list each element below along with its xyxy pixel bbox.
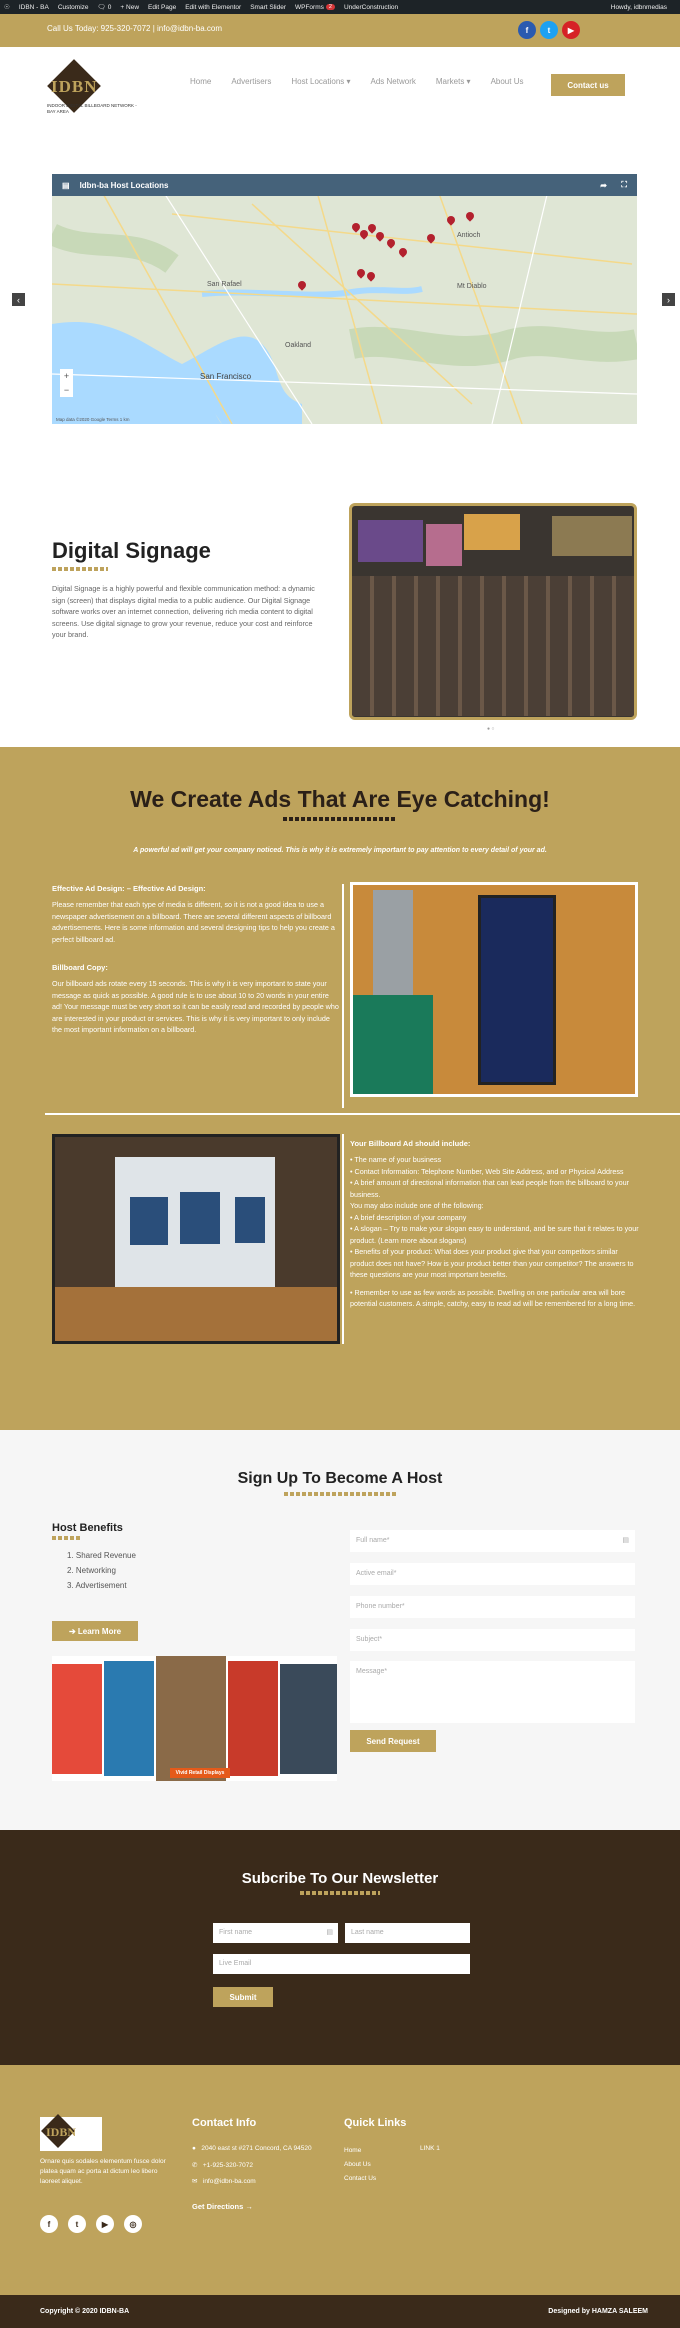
- include-heading: Your Billboard Ad should include:: [350, 1139, 471, 1148]
- map-label-antioch: Antioch: [457, 232, 481, 239]
- admin-wpforms[interactable]: [295, 4, 335, 11]
- elevator-screen-photo: [350, 882, 638, 1097]
- field-autofill-icon[interactable]: ▤: [326, 1929, 333, 1936]
- logo-text: IDBN: [51, 77, 98, 96]
- include-item: You may also include one of the following:: [350, 1201, 484, 1211]
- host-signup-section: [0, 1430, 680, 1830]
- benefit-item: 1. Shared Revenue: [67, 1551, 136, 1560]
- facebook-icon[interactable]: f: [518, 21, 536, 39]
- map-section: [0, 122, 680, 502]
- zoom-in-button[interactable]: +: [63, 371, 70, 381]
- vertical-divider: [342, 1134, 344, 1344]
- map-title: Idbn-ba Host Locations: [79, 180, 169, 190]
- host-benefits-title: Host Benefits: [52, 1522, 123, 1534]
- store-display-photo: [349, 503, 637, 720]
- slider-next-arrow[interactable]: ›: [662, 293, 675, 306]
- photo-detail: [552, 516, 632, 556]
- footer-social-icons: [40, 2215, 142, 2233]
- include-item: • A brief description of your company: [350, 1212, 467, 1222]
- admin-site-link[interactable]: IDBN - BA: [18, 3, 49, 11]
- map-zoom-control: [60, 369, 73, 397]
- copyright-text: Copyright © 2020 IDBN-BA: [40, 2308, 130, 2315]
- nav-advertisers[interactable]: Advertisers: [231, 77, 272, 86]
- contact-us-button[interactable]: Contact us: [551, 74, 625, 96]
- map-title-bar: [52, 174, 637, 196]
- admin-under-construction[interactable]: UnderConstruction: [343, 3, 399, 11]
- bottom-bar: [0, 2295, 680, 2328]
- subject-field[interactable]: Subject*: [350, 1629, 635, 1651]
- location-icon: ●: [192, 2145, 196, 2152]
- contact-info-title: Contact Info: [192, 2117, 257, 2129]
- include-item: • A brief amount of directional information that can lead people from the billboard to your business.: [350, 1178, 629, 1199]
- zoom-out-button[interactable]: −: [63, 385, 70, 395]
- share-icon[interactable]: ➦: [600, 180, 607, 190]
- twitter-icon[interactable]: t: [540, 21, 558, 39]
- map-label-san-rafael: San Rafael: [207, 281, 242, 288]
- photo-detail: [352, 576, 634, 716]
- youtube-icon[interactable]: ▶: [562, 21, 580, 39]
- photo-detail: [426, 524, 462, 566]
- photo-detail: [156, 1656, 226, 1781]
- host-locations-map[interactable]: [52, 174, 637, 424]
- newsletter-section: [0, 1830, 680, 2065]
- effective-ad-block: [52, 884, 340, 1036]
- last-name-field[interactable]: Last name: [345, 1923, 470, 1943]
- photo-detail: [55, 1287, 337, 1342]
- photo-detail: [180, 1192, 220, 1244]
- submit-button[interactable]: Submit: [213, 1987, 273, 2007]
- field-autofill-icon[interactable]: ▤: [622, 1537, 629, 1544]
- photo-detail: [280, 1664, 337, 1774]
- footer-link-about[interactable]: About Us: [344, 2161, 371, 2168]
- top-social-icons: [518, 21, 580, 39]
- map-label-san-francisco: San Francisco: [200, 372, 252, 381]
- wpforms-label: WPForms: [294, 3, 324, 11]
- main-nav: [190, 77, 523, 86]
- signage-title: Digital Signage: [52, 538, 211, 563]
- map-terrain: [52, 174, 637, 424]
- footer-address: [192, 2144, 312, 2154]
- get-directions-link[interactable]: Get Directions →: [192, 2202, 253, 2211]
- footer-phone[interactable]: [192, 2161, 253, 2171]
- photo-detail: [464, 514, 520, 550]
- benefit-item: 2. Networking: [67, 1566, 116, 1575]
- map-label-mt-diablo: Mt Diablo: [457, 283, 487, 290]
- phone-icon: ✆: [192, 2162, 198, 2169]
- ads-tagline: A powerful ad will get your company noticed. This is why it is extremely important to pay attention to every detail of your ad.: [133, 847, 547, 854]
- photo-detail: [104, 1661, 154, 1776]
- email-text: info@idbn-ba.com: [202, 2178, 256, 2185]
- top-contact-text: Call Us Today: 925-320-7072 | info@idbn-ba.com: [47, 24, 223, 33]
- benefits-underline: [52, 1536, 82, 1540]
- nav-host-locations[interactable]: Host Locations ▾: [291, 77, 351, 86]
- mall-kiosk-photo: [52, 1134, 340, 1344]
- ads-title: We Create Ads That Are Eye Catching!: [130, 786, 550, 812]
- photo-detail: [478, 895, 556, 1085]
- footer-logo-text: IDBN: [46, 2125, 77, 2139]
- carousel-dots[interactable]: ● ○: [487, 726, 495, 732]
- map-label-oakland: Oakland: [285, 342, 312, 349]
- billboard-copy-body: Our billboard ads rotate every 15 seconds. This is why it is very important to state your message as quick as possible. A good rule is to use about 10 to 20 words in your entire ad! Your message must be very short so it can be easily read and recorded by people who are interested in your product or services. This is why it is very important to only include the most important information on a billboard.: [52, 979, 339, 1035]
- twitter-icon[interactable]: t: [68, 2215, 86, 2233]
- nav-about-us[interactable]: About Us: [490, 77, 524, 86]
- collage-label: Vivid Retail Displays: [170, 1768, 230, 1778]
- billboard-include-block: [350, 1139, 640, 1310]
- site-footer: [0, 2065, 680, 2295]
- full-name-placeholder: Full name*: [356, 1537, 390, 1544]
- comment-icon: 🗨: [97, 4, 106, 11]
- photo-detail: [353, 995, 433, 1095]
- instagram-icon[interactable]: ◎: [124, 2215, 142, 2233]
- nav-ads-network[interactable]: Ads Network: [370, 77, 416, 86]
- message-field[interactable]: Message*: [350, 1661, 635, 1723]
- photo-detail: [52, 1664, 102, 1774]
- quick-links-col1: [344, 2144, 376, 2186]
- admin-edit-page[interactable]: Edit Page: [148, 3, 177, 11]
- top-contact-bar: [0, 14, 680, 47]
- include-item: • Remember to use as few words as possible. Dwelling on one particular area will bore potential customers. A simple, catchy, easy to read ad will be remembered for a long time.: [350, 1287, 636, 1309]
- youtube-icon[interactable]: ▶: [96, 2215, 114, 2233]
- nav-markets[interactable]: Markets ▾: [435, 77, 471, 86]
- photo-detail: [235, 1197, 265, 1243]
- logo-tagline: INDOOR DIGITAL BILLBOARD NETWORK - BAY AREA: [47, 103, 137, 114]
- signage-body: Digital Signage is a highly powerful and flexible communication method: a dynamic sign (screen) that displays digital media to a public audience. Our Digital Signage software works over an internet connection, delivering rich media content to digital screens. Use digital signage to grow your revenue, reduce your cost and reinforce your brand.: [52, 584, 315, 640]
- retail-displays-collage: [52, 1656, 337, 1781]
- eye-catching-ads-section: [0, 747, 680, 1430]
- live-email-field[interactable]: Live Email: [213, 1954, 470, 1974]
- footer-link-1[interactable]: LINK 1: [420, 2145, 440, 2152]
- facebook-icon[interactable]: f: [40, 2215, 58, 2233]
- slider-prev-arrow[interactable]: ‹: [12, 293, 25, 306]
- benefit-item: 3. Advertisement: [67, 1581, 127, 1590]
- effective-ad-body: Please remember that each type of media is different, so it is not a good idea to use a newspaper advertisement on a billboard. There are several different aspects of billboard advertisements. Here is some information and several designing tips to help you create a perfect billboard ad.: [52, 900, 335, 944]
- effective-ad-heading: Effective Ad Design: – Effective Ad Design:: [52, 884, 206, 893]
- map-list-icon[interactable]: ▤: [62, 180, 70, 190]
- email-field[interactable]: Active email*: [350, 1563, 635, 1585]
- site-header: [0, 47, 680, 122]
- vertical-divider: [342, 884, 344, 1108]
- photo-detail: [228, 1661, 278, 1776]
- horizontal-divider: [45, 1113, 680, 1115]
- wp-logo-icon[interactable]: ☉: [4, 4, 10, 11]
- admin-new[interactable]: + New: [120, 3, 140, 11]
- site-logo[interactable]: [47, 65, 137, 120]
- host-benefits-list: [67, 1548, 136, 1593]
- include-item: • A slogan – Try to make your slogan easy to understand, and be sure that it relates to your product. (Learn more about slogans): [350, 1224, 639, 1245]
- phone-text: +1-925-320-7072: [202, 2162, 253, 2169]
- quick-links-title: Quick Links: [344, 2117, 407, 2129]
- phone-field[interactable]: Phone number*: [350, 1596, 635, 1618]
- footer-email[interactable]: [192, 2177, 256, 2187]
- digital-signage-section: [0, 502, 680, 747]
- ads-title-underline: [283, 817, 397, 821]
- map-credit: Map data ©2020 Google Terms 1 km: [56, 417, 130, 422]
- wp-admin-bar: [0, 0, 680, 14]
- footer-link-contact[interactable]: Contact Us: [344, 2175, 377, 2182]
- include-item: • Benefits of your product: What does your product give that your competitors similar product does not have? How is your product better than your competitor? The answers to these questions are your most important benefits.: [350, 1247, 634, 1280]
- title-underline: [52, 567, 108, 571]
- designed-by-text: Designed by HAMZA SALEEM: [548, 2308, 648, 2315]
- billboard-copy-heading: Billboard Copy:: [52, 963, 108, 973]
- address-text: 2040 east st #271 Concord, CA 94520: [201, 2145, 312, 2152]
- signup-title: Sign Up To Become A Host: [237, 1470, 443, 1487]
- wpforms-badge: 2: [326, 4, 335, 10]
- admin-comments[interactable]: [98, 3, 112, 11]
- email-icon: ✉: [192, 2178, 198, 2185]
- send-request-button[interactable]: Send Request: [350, 1730, 436, 1752]
- signup-title-underline: [284, 1492, 396, 1496]
- footer-link-home[interactable]: Home: [344, 2147, 362, 2154]
- fullscreen-icon[interactable]: ⛶: [621, 180, 627, 189]
- newsletter-underline: [300, 1891, 380, 1895]
- admin-elementor[interactable]: Edit with Elementor: [185, 3, 242, 11]
- admin-customize[interactable]: Customize: [57, 3, 89, 11]
- include-item: • The name of your business: [350, 1155, 442, 1164]
- include-item: • Contact Information: Telephone Number, Web Site Address, and or Physical Address: [350, 1166, 624, 1176]
- admin-smart-slider[interactable]: Smart Slider: [250, 3, 286, 11]
- photo-detail: [358, 520, 423, 562]
- comment-count: 0: [107, 3, 112, 11]
- newsletter-title: Subcribe To Our Newsletter: [241, 1870, 439, 1887]
- full-name-field[interactable]: [350, 1530, 635, 1552]
- admin-howdy[interactable]: Howdy, idbnmedias: [610, 3, 667, 11]
- footer-logo[interactable]: [40, 2117, 102, 2151]
- learn-more-button[interactable]: ➔ Learn More: [52, 1621, 138, 1641]
- nav-home[interactable]: Home: [190, 77, 212, 86]
- photo-detail: [130, 1197, 168, 1245]
- footer-about-text: Ornare quis sodales elementum fusce dolor platea quam ac porta at dictum leo libero laoreet aliquet.: [40, 2158, 166, 2185]
- first-name-placeholder: First name: [219, 1929, 253, 1936]
- first-name-field[interactable]: [213, 1923, 338, 1943]
